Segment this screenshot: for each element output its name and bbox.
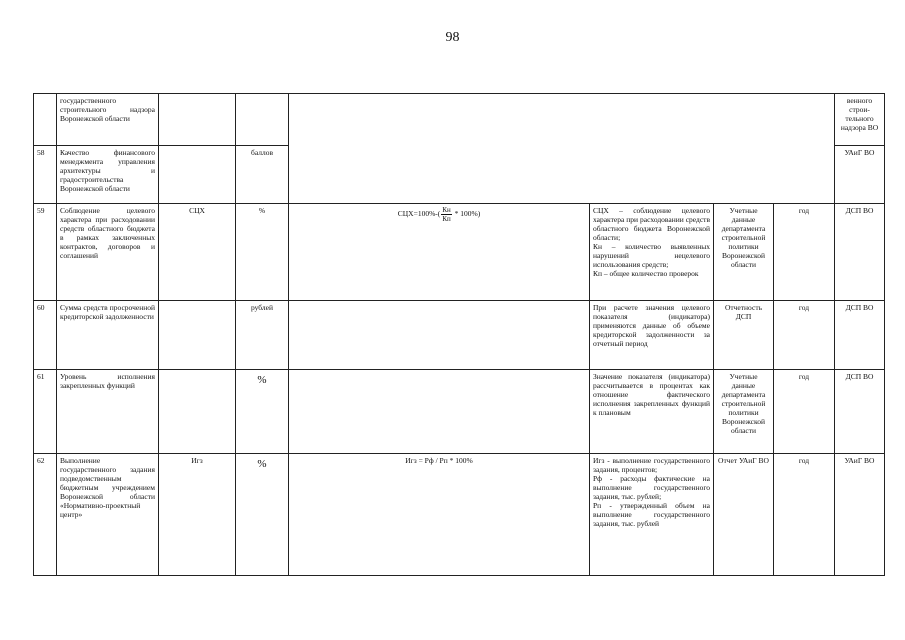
indicator-abbr — [159, 146, 236, 204]
calculation-description: Игз - выполнение государственного задания, процентов; Рф - расходы фактические на выполнение государственного задания, тыс. рублей; Рп - утвержденный объем на выполнение государственного задания, тыс. рублей — [590, 454, 714, 576]
indicator-name: Качество финансового менеджмента управления архитектуры и градостроительства Воронежской области — [57, 146, 159, 204]
indicator-abbr: СЦХ — [159, 204, 236, 301]
responsible: УАиГ ВО — [835, 146, 885, 204]
indicator-name: Уровень исполнения закрепленных функций — [57, 370, 159, 454]
indicator-abbr — [159, 370, 236, 454]
data-source: Учетные данные департамента строительной политики Воронежской области — [714, 204, 774, 301]
responsible: УАиГ ВО — [835, 454, 885, 576]
row-number: 61 — [34, 370, 57, 454]
indicators-table — [33, 93, 885, 576]
formula — [289, 301, 590, 370]
indicator-unit: % — [236, 454, 289, 576]
indicator-unit: % — [236, 370, 289, 454]
formula-suffix: * 100%) — [452, 209, 481, 219]
formula — [289, 370, 590, 454]
fraction-numerator: Кн — [442, 206, 451, 214]
indicator-unit: % — [236, 204, 289, 301]
indicator-abbr — [159, 301, 236, 370]
data-source: Отчет УАиГ ВО — [714, 454, 774, 576]
indicator-unit: рублей — [236, 301, 289, 370]
table-row — [34, 370, 885, 454]
row-number: 60 — [34, 301, 57, 370]
formula-prefix: СЦХ=100%-( — [397, 209, 441, 219]
responsible: ДСП ВО — [835, 370, 885, 454]
formula: Игз = Рф / Рп * 100% — [289, 454, 590, 576]
frequency: год — [774, 301, 835, 370]
indicator-name: государственного строительного надзора Воронежской области — [57, 94, 159, 146]
responsible: ДСП ВО — [835, 204, 885, 301]
row-number: 58 — [34, 146, 57, 204]
indicator-name: Выполнение государственного задания подведомственным бюджетным учреждением Воронежской области «Нормативно-проектный центр» — [57, 454, 159, 576]
fraction-denominator: Кп — [442, 215, 451, 223]
merged-empty-cell — [289, 94, 835, 204]
indicator-unit: баллов — [236, 146, 289, 204]
row-number — [34, 94, 57, 146]
calculation-description: При расчете значения целевого показателя (индикатора) применяются данные об объеме кредиторской задолженности за отчетный период — [590, 301, 714, 370]
frequency: год — [774, 454, 835, 576]
indicator-abbr — [159, 94, 236, 146]
page-number: 98 — [445, 30, 460, 45]
frequency: год — [774, 370, 835, 454]
indicator-unit — [236, 94, 289, 146]
fraction — [441, 206, 451, 223]
row-number: 59 — [34, 204, 57, 301]
indicator-abbr: Игз — [159, 454, 236, 576]
responsible: венного строи- тельного надзора ВО — [835, 94, 885, 146]
calculation-description: Значение показателя (индикатора) рассчитывается в процентах как отношение фактического исполнения закрепленных функций к плановым — [590, 370, 714, 454]
calculation-description: СЦХ – соблюдение целевого характера при расходовании средств областного бюджета Воронежской области; Кн – количество выявленных нарушений нецелевого использования средств; Кп – общее количество проверок — [590, 204, 714, 301]
table-row — [34, 454, 885, 576]
responsible: ДСП ВО — [835, 301, 885, 370]
indicator-name: Соблюдение целевого характера при расходовании средств областного бюджета в рамках заключенных контрактов, договоров и соглашений — [57, 204, 159, 301]
data-source: Учетные данные департамента строительной политики Воронежской области — [714, 370, 774, 454]
formula — [289, 204, 590, 301]
indicator-name: Сумма средств просроченной кредиторской задолженности — [57, 301, 159, 370]
table-row — [34, 301, 885, 370]
frequency: год — [774, 204, 835, 301]
table-row — [34, 204, 885, 301]
row-number: 62 — [34, 454, 57, 576]
table-row — [34, 94, 885, 146]
data-source: Отчетность ДСП — [714, 301, 774, 370]
